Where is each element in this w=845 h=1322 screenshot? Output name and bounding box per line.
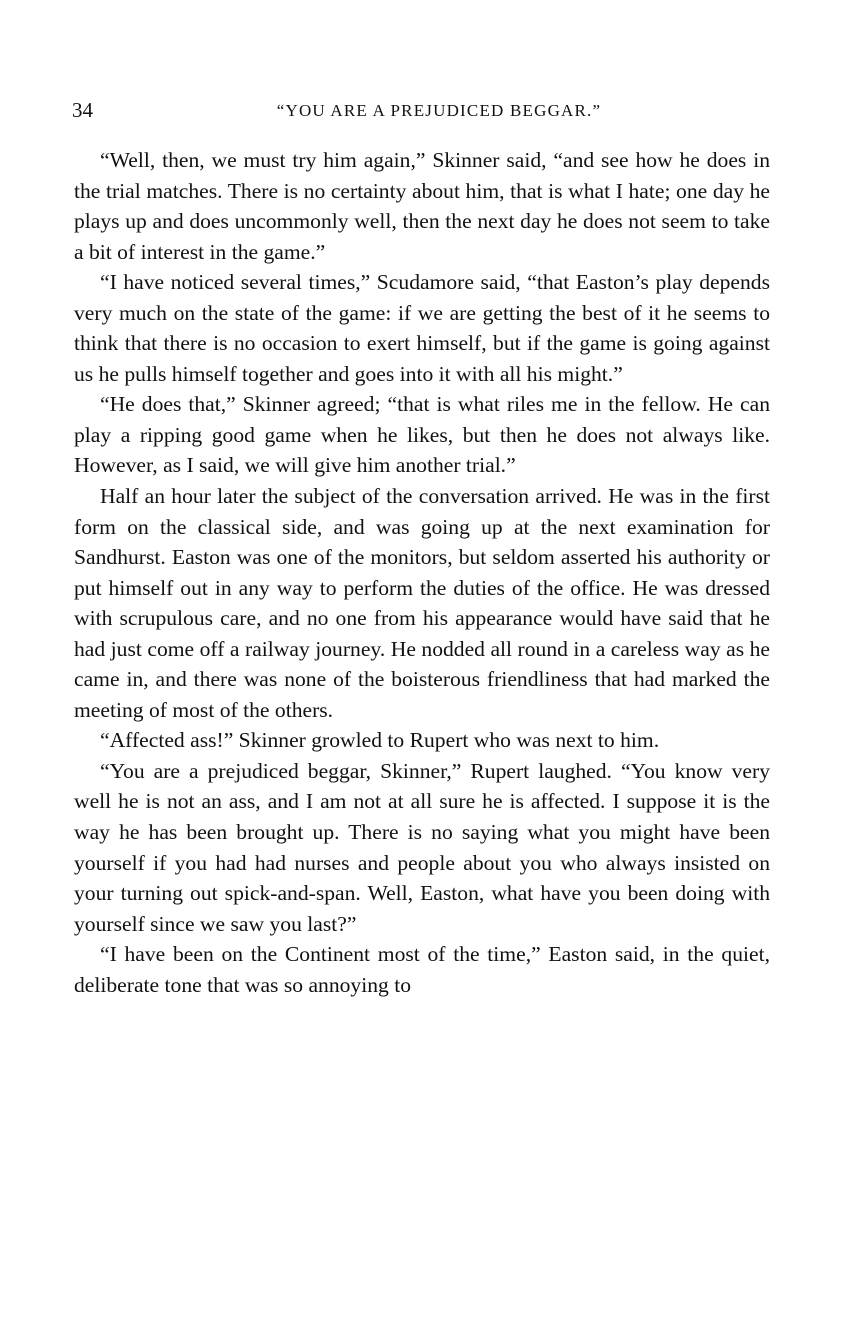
body-text <box>74 145 770 1000</box>
paragraph: “You are a prejudiced beggar, Skinner,” Rupert laughed. “You know very well he is not an ass, and I am not at all sure he is affected. I suppose it is the way he has been brought up. There is no saying what you might have been yourself if you had had nurses and people about you who always insisted on your turning out spick-and-span. Well, Easton, what have you been doing with yourself since we saw you last?” <box>74 758 770 936</box>
paragraph: “Affected ass!” Skinner growled to Rupert who was next to him. <box>100 728 660 753</box>
paragraph: “He does that,” Skinner agreed; “that is what riles me in the fellow. He can play a ripping good game when he likes, but then he does not always like. However, as I said, we will give him another trial.” <box>74 392 770 478</box>
paragraph: Half an hour later the subject of the conversation arrived. He was in the first form on the classical side, and was going up at the next examination for Sandhurst. Easton was one of the monitors, but seldom asserted his authority or put himself out in any way to perform the duties of the office. He was dressed with scrupulous care, and no one from his appearance would have said that he had just come off a railway journey. He nodded all round in a careless way as he came in, and there was none of the boisterous friendliness that had marked the meeting of most of the others. <box>74 484 770 722</box>
paragraph: “Well, then, we must try him again,” Skinner said, “and see how he does in the trial matches. There is no certainty about him, that is what I hate; one day he plays up and does uncommonly well, then the next day he does not seem to take a bit of interest in the game.” <box>74 148 770 264</box>
paragraph: “I have noticed several times,” Scudamore said, “that Easton’s play depends very much on the state of the game: if we are getting the best of it he seems to think that there is no occasion to exert himself, but if the game is going against us he pulls himself together and goes into it with all his might.” <box>74 270 770 386</box>
running-title: “YOU ARE A PREJUDICED BEGGAR.” <box>276 101 602 120</box>
paragraph: “I have been on the Continent most of the time,” Easton said, in the quiet, deliberate tone that was so annoying to <box>74 942 770 997</box>
page-number: 34 <box>72 98 93 122</box>
page-header <box>72 96 772 124</box>
